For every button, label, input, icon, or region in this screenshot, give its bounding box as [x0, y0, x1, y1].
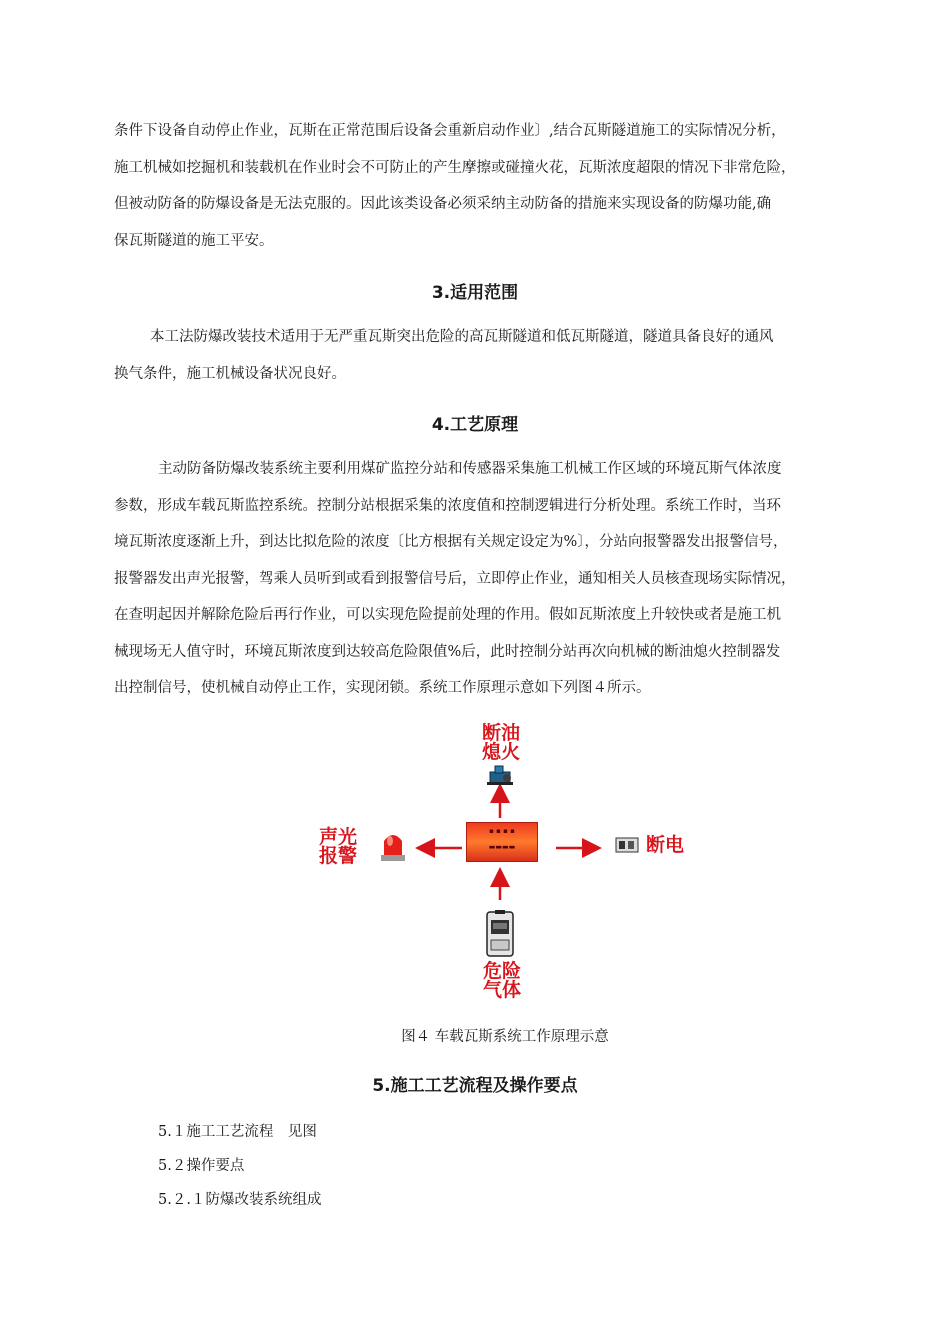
- fuel-valve-icon: [487, 764, 515, 788]
- monitoring-substation-icon: ▪ ▪ ▪ ▪ ▬▬▬▬: [466, 822, 538, 862]
- text-line: 主动防备防爆改装系统主要利用煤矿监控分站和传感器采集施工机械工作区域的环境瓦斯气体浓度: [158, 461, 782, 477]
- text-line: 在查明起因并解除危险后再行作业，可以实现危险提前处理的作用。假如瓦斯浓度上升较快或者是施工机: [114, 607, 781, 623]
- text-line: 出控制信号，使机械自动停止工作，实现闭锁。系统工作原理示意如下列图４所示。: [114, 680, 651, 696]
- text-line: 本工法防爆改装技术适用于无严重瓦斯突出危险的高瓦斯隧道和低瓦斯隧道，隧道具备良好的通风: [150, 329, 774, 345]
- figure-4-caption: 图４ 车载瓦斯系统工作原理示意: [401, 1029, 609, 1045]
- text-line: 报警器发出声光报警，驾乘人员听到或看到报警信号后，立即停止作业，通知相关人员核查现场实际情况，: [114, 570, 796, 587]
- list-item: 5.１施工工艺流程 见图: [158, 1124, 317, 1140]
- section-heading-5: 5.施工工艺流程及操作要点: [372, 1076, 578, 1096]
- text-line: 参数，形成车载瓦斯监控系统。控制分站根据采集的浓度值和控制逻辑进行分析处理。系统工作时，当环: [114, 497, 781, 514]
- section-heading-4: 4.工艺原理: [431, 415, 519, 435]
- text-line: 但被动防备的防爆设备是无法克服的。因此该类设备必须采纳主动防备的措施来实现设备的防爆功能,确: [114, 196, 772, 212]
- text-line: 境瓦斯浓度逐渐上升，到达比拟危险的浓度〔比方根据有关规定设定为%〕，分站向报警器发出报警信号，: [114, 534, 788, 550]
- label-fuel-cutoff-line1: 断油: [481, 722, 520, 744]
- label-dangerous-gas: [476, 962, 528, 1000]
- label-sound-light-alarm: [312, 828, 364, 866]
- text-line: 施工机械如挖掘机和装载机在作业时会不可防止的产生摩擦或碰撞火花，瓦斯浓度超限的情况下非常危险，: [114, 159, 796, 176]
- text-line: 械现场无人值守时，环境瓦斯浓度到达较高危险限值%后，此时控制分站再次向机械的断油熄火控制器发: [114, 643, 781, 660]
- label-gas-line1: 危险: [482, 960, 521, 982]
- label-fuel-cutoff-line2: 熄火: [481, 741, 520, 763]
- section-heading-3: 3.适用范围: [431, 283, 519, 303]
- label-power-off: 断电: [646, 834, 685, 856]
- alarm-beacon-icon: [379, 829, 407, 863]
- label-alarm-line2: 报警: [318, 845, 357, 867]
- text-line: 保瓦斯隧道的施工平安。: [114, 232, 274, 249]
- text-line: 换气条件，施工机械设备状况良好。: [114, 365, 346, 382]
- label-gas-line2: 气体: [482, 979, 521, 1001]
- gas-sensor-icon: [485, 910, 515, 958]
- text-line: 条件下设备自动停止作业，瓦斯在正常范围后设备会重新启动作业〕,结合瓦斯隧道施工的实际情况分析，: [114, 123, 786, 139]
- label-fuel-cutoff: [476, 724, 526, 762]
- list-item: 5.２.１防爆改装系统组成: [158, 1192, 322, 1208]
- label-alarm-line1: 声光: [318, 826, 357, 848]
- power-switch-icon: [614, 835, 640, 855]
- list-item: 5.２操作要点: [158, 1158, 245, 1174]
